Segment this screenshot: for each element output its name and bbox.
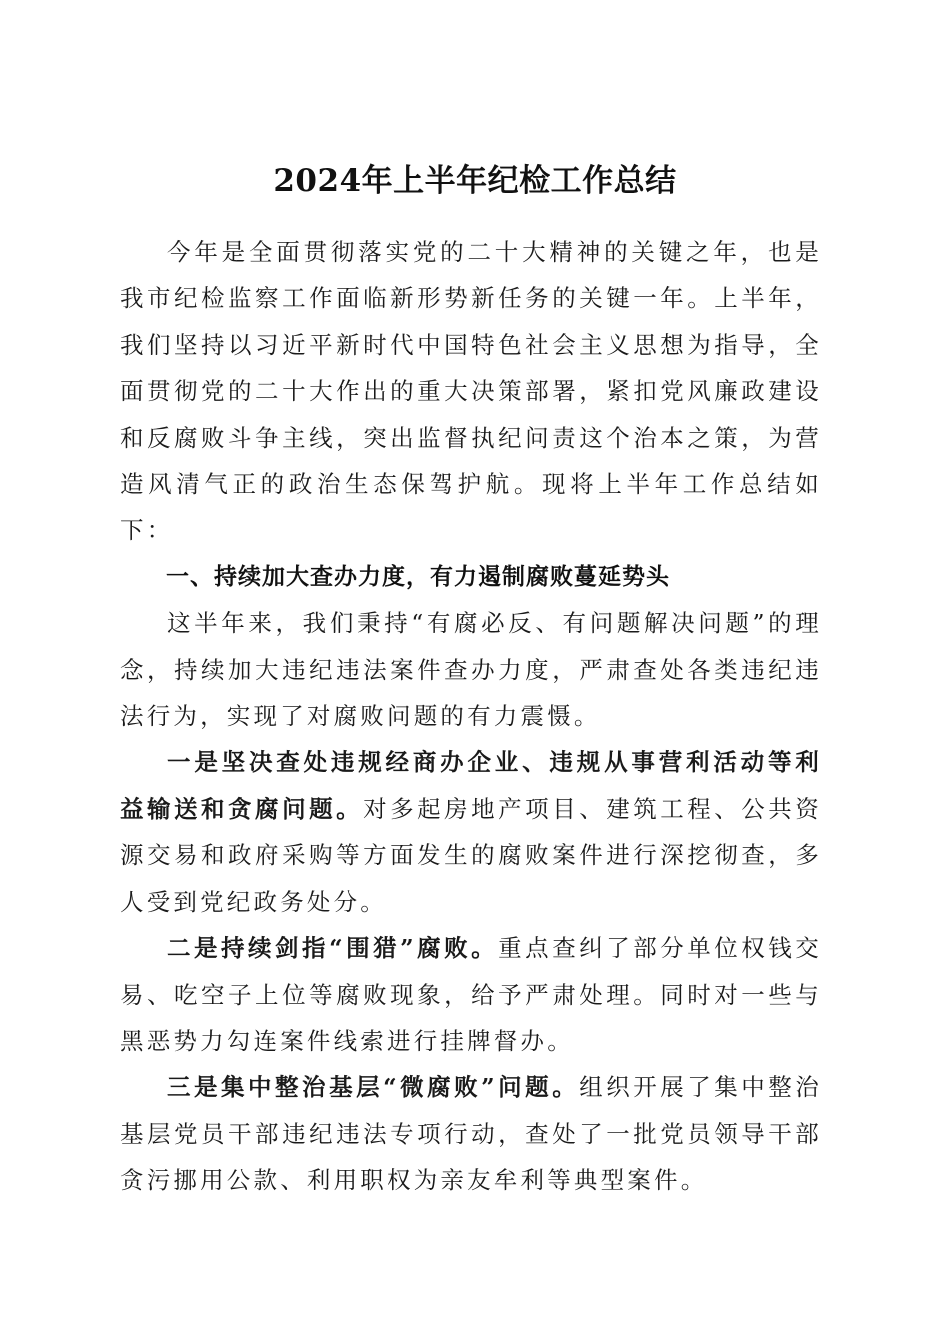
point-3-paragraph [120,1064,822,1203]
point-1-lead: 一是坚决查处违规经商办企业、违规从事营利活动等利益输送和贪腐问题。 [120,748,822,823]
point-2-lead: 二是持续剑指“围猎”腐败。 [167,934,499,963]
point-3-text: 组织开展了集中整治基层党员干部违纪违法专项行动，查处了一批党员领导干部贪污挪用公款、利用职权为亲友牟利等典型案件。 [120,1073,822,1195]
point-2-text: 重点查纠了部分单位权钱交易、吃空子上位等腐败现象，给予严肃处理。同时对一些与黑恶势力勾连案件线索进行挂牌督办。 [120,934,822,1055]
document-title: 2024年上半年纪检工作总结 [273,162,677,199]
point-1-paragraph [120,739,822,925]
point-1-text: 对多起房地产项目、建筑工程、公共资源交易和政府采购等方面发生的腐败案件进行深挖彻查，多人受到党纪政务处分。 [120,794,822,916]
section-1-summary: 这半年来，我们秉持“有腐必反、有问题解决问题”的理念，持续加大违纪违法案件查办力度，严肃查处各类违纪违法行为，实现了对腐败问题的有力震慑。 [120,609,822,731]
intro-paragraph: 今年是全面贯彻落实党的二十大精神的关键之年，也是我市纪检监察工作面临新形势新任务的关键一年。上半年，我们坚持以习近平新时代中国特色社会主义思想为指导，全面贯彻党的二十大作出的重大决策部署，紧扣党风廉政建设和反腐败斗争主线，突出监督执纪问责这个治本之策，为营造风清气正的政治生态保驾护航。现将上半年工作总结如下： [120,238,822,545]
point-3-lead: 三是集中整治基层“微腐败”问题。 [167,1073,580,1102]
document-body [120,229,822,1204]
section-heading-1: 一、持续加大查办力度，有力遏制腐败蔓延势头 [166,563,670,590]
point-2-paragraph [120,925,822,1064]
